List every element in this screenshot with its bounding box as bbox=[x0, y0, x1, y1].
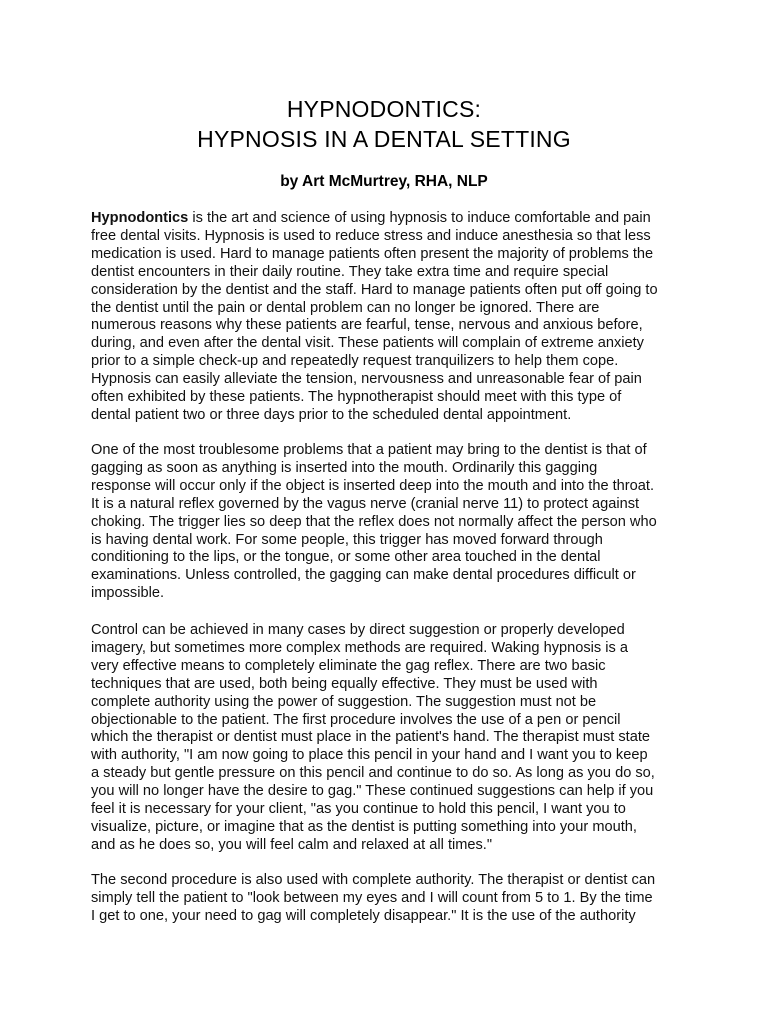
paragraph-line: Control can be achieved in many cases by direct suggestion or properly developed bbox=[91, 622, 625, 638]
byline: by Art McMurtrey, RHA, NLP bbox=[280, 173, 488, 190]
paragraph-line: examinations. Unless controlled, the gagging can make dental procedures difficult or bbox=[91, 567, 636, 584]
paragraph-line: consideration by the dentist and the staff. Hard to manage patients often put off going to bbox=[91, 281, 658, 298]
paragraph-line: impossible. bbox=[91, 585, 164, 602]
paragraph-line: choking. The trigger lies so deep that the reflex does not normally affect the person who bbox=[91, 513, 657, 530]
paragraph-line: prior to a simple check-up and repeatedly request tranquilizers to help them cope. bbox=[91, 353, 619, 370]
paragraph-line: I get to one, your need to gag will completely disappear." It is the use of the authority bbox=[91, 907, 636, 924]
paragraph-line: Hypnosis can easily alleviate the tension, nervousness and unreasonable fear of pain bbox=[91, 371, 642, 388]
paragraph-4 bbox=[91, 872, 687, 926]
paragraph-line: It is a natural reflex governed by the vagus nerve (cranial nerve 11) to protect against bbox=[91, 495, 640, 512]
paragraph-line: a steady but gentle pressure on this pencil and continue to do so. As long as you do so, bbox=[91, 765, 655, 782]
paragraph-line: techniques that are used, both being equally effective. They must be used with bbox=[91, 675, 598, 692]
paragraph-line: Hypnodontics is the art and science of using hypnosis to induce comfortable and pain bbox=[91, 210, 651, 226]
paragraph-line: dental patient two or three days prior to the scheduled dental appointment. bbox=[91, 406, 572, 423]
paragraph-line: simply tell the patient to "look between my eyes and I will count from 5 to 1. By the time bbox=[91, 889, 653, 906]
paragraph-line: response will occur only if the object is inserted deep into the mouth and into the throat. bbox=[91, 477, 654, 494]
paragraph-line: medication is used. Hard to manage patients often present the majority of problems the bbox=[91, 245, 654, 262]
paragraph-line: is having dental work. For some people, this trigger has moved forward through bbox=[91, 531, 603, 548]
paragraph-line: free dental visits. Hypnosis is used to reduce stress and induce anesthesia so that less bbox=[91, 227, 651, 244]
paragraph-line: The second procedure is also used with complete authority. The therapist or dentist can bbox=[91, 872, 656, 888]
paragraph-line: complete authority using the power of suggestion. The suggestion must not be bbox=[91, 693, 597, 710]
paragraph-line: objectionable to the patient. The first procedure involves the use of a pen or pencil bbox=[91, 711, 621, 728]
paragraph-line: visualize, picture, or imagine that as the dentist is putting something into your mouth, bbox=[91, 818, 637, 835]
title-line-1: HYPNODONTICS: bbox=[286, 96, 482, 122]
paragraph-line: the dentist until the pain or dental problem can no longer be ignored. There are bbox=[91, 299, 600, 316]
paragraph-line: which the therapist or dentist must place in the patient's hand. The therapist must state bbox=[91, 729, 651, 746]
title-line-2: HYPNOSIS IN A DENTAL SETTING bbox=[197, 126, 571, 152]
paragraph-line: often exhibited by these patients. The hypnotherapist should meet with this type of bbox=[91, 389, 622, 406]
paragraph-line: feel it is necessary for your client, "as you continue to hold this pencil, I want you to bbox=[91, 801, 626, 818]
paragraph-2 bbox=[91, 442, 687, 603]
paragraph-line: during, and even after the dental visit. These patients will complain of extreme anxiety bbox=[91, 335, 644, 352]
paragraph-line: you will no longer have the desire to gag." These continued suggestions can help if you bbox=[91, 783, 654, 800]
paragraph-line: One of the most troublesome problems that a patient may bring to the dentist is that of bbox=[91, 442, 647, 458]
paragraph-line: dentist encounters in their daily routine. They take extra time and require special bbox=[91, 263, 609, 280]
lead-term: Hypnodontics bbox=[91, 210, 189, 226]
paragraph-line: with authority, "I am now going to place this pencil in your hand and I want you to keep bbox=[91, 747, 648, 764]
paragraph-line: and as he does so, you will feel calm and relaxed at all times." bbox=[91, 836, 493, 853]
paragraph-3 bbox=[91, 622, 687, 855]
paragraph-line: gagging as soon as anything is inserted into the mouth. Ordinarily this gagging bbox=[91, 459, 598, 476]
paragraph-line: conditioning to the lips, or the tongue, or some other area touched in the dental bbox=[91, 549, 601, 566]
paragraph-line: very effective means to completely eliminate the gag reflex. There are two basic bbox=[91, 657, 606, 674]
paragraph-1 bbox=[91, 210, 687, 425]
paragraph-line: imagery, but sometimes more complex methods are required. Waking hypnosis is a bbox=[91, 639, 628, 656]
paragraph-line: numerous reasons why these patients are fearful, tense, nervous and anxious before, bbox=[91, 317, 643, 334]
